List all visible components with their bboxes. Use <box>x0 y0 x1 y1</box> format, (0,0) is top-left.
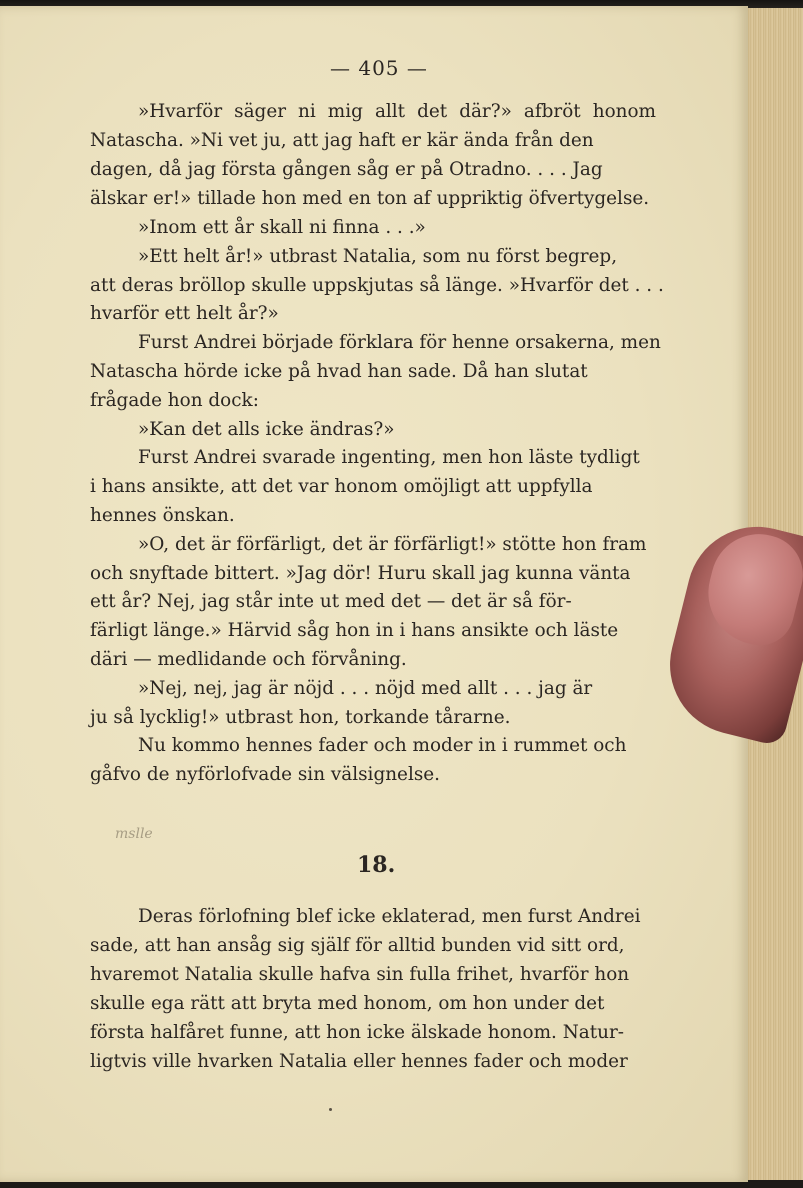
text-line: »O, det är förfärligt, det är förfärligt!» stötte hon fram <box>138 534 647 555</box>
text-line: första halfåret funne, att hon icke älskade honom. Natur- <box>90 1022 625 1043</box>
text-line: däri — medlidande och förvåning. <box>90 649 407 670</box>
text-line: i hans ansikte, att det var honom omöjligt att uppfylla <box>90 476 593 497</box>
text-line: »Inom ett år skall ni finna . . .» <box>138 217 426 238</box>
text-line: »Hvarför säger ni mig allt det där?» afbröt honom <box>138 101 656 122</box>
text-line: färligt länge.» Härvid såg hon in i hans ansikte och läste <box>90 620 619 641</box>
text-line: ligtvis ville hvarken Natalia eller hennes fader och moder <box>90 1051 628 1072</box>
text-line: ett år? Nej, jag står inte ut med det — det är så för- <box>90 591 572 612</box>
text-line: skulle ega rätt att bryta med honom, om hon under det <box>90 993 605 1014</box>
text-line: Nu kommo hennes fader och moder in i rummet och <box>138 735 627 756</box>
text-line: Deras förlofning blef icke eklaterad, men furst Andrei <box>138 906 641 927</box>
text-line: att deras bröllop skulle uppskjutas så länge. »Hvarför det . . . <box>90 275 664 296</box>
text-line: och snyftade bittert. »Jag dör! Huru skall jag kunna vänta <box>90 563 631 584</box>
chapter-number: 18. <box>357 852 396 878</box>
text-line: älskar er!» tillade hon med en ton af uppriktig öfvertygelse. <box>90 188 650 209</box>
text-line: frågade hon dock: <box>90 390 259 411</box>
text-line: »Ett helt år!» utbrast Natalia, som nu först begrep, <box>138 246 618 267</box>
text-line: Furst Andrei svarade ingenting, men hon läste tydligt <box>138 447 640 468</box>
text-line: hvaremot Natalia skulle hafva sin fulla frihet, hvarför hon <box>90 964 630 985</box>
page-number: — 405 — <box>330 56 428 80</box>
text-line: »Nej, nej, jag är nöjd . . . nöjd med allt . . . jag är <box>138 678 593 699</box>
text-line: sade, att han ansåg sig själf för alltid bunden vid sitt ord, <box>90 935 625 956</box>
ink-dot <box>329 1108 332 1111</box>
text-line: Natascha hörde icke på hvad han sade. Då han slutat <box>90 361 588 382</box>
text-line: Furst Andrei började förklara för henne orsakerna, men <box>138 332 661 353</box>
text-line: dagen, då jag första gången såg er på Otradno. . . . Jag <box>90 159 603 180</box>
text-line: gåfvo de nyförlofvade sin välsignelse. <box>90 764 440 785</box>
text-line: ju så lycklig!» utbrast hon, torkande tårarne. <box>90 707 511 728</box>
text-line: Natascha. »Ni vet ju, att jag haft er kär ända från den <box>90 130 594 151</box>
text-line: hvarför ett helt år?» <box>90 303 279 324</box>
text-line: hennes önskan. <box>90 505 235 526</box>
text-line: »Kan det alls icke ändras?» <box>138 419 395 440</box>
faint-pencil-mark: mslle <box>115 826 153 842</box>
